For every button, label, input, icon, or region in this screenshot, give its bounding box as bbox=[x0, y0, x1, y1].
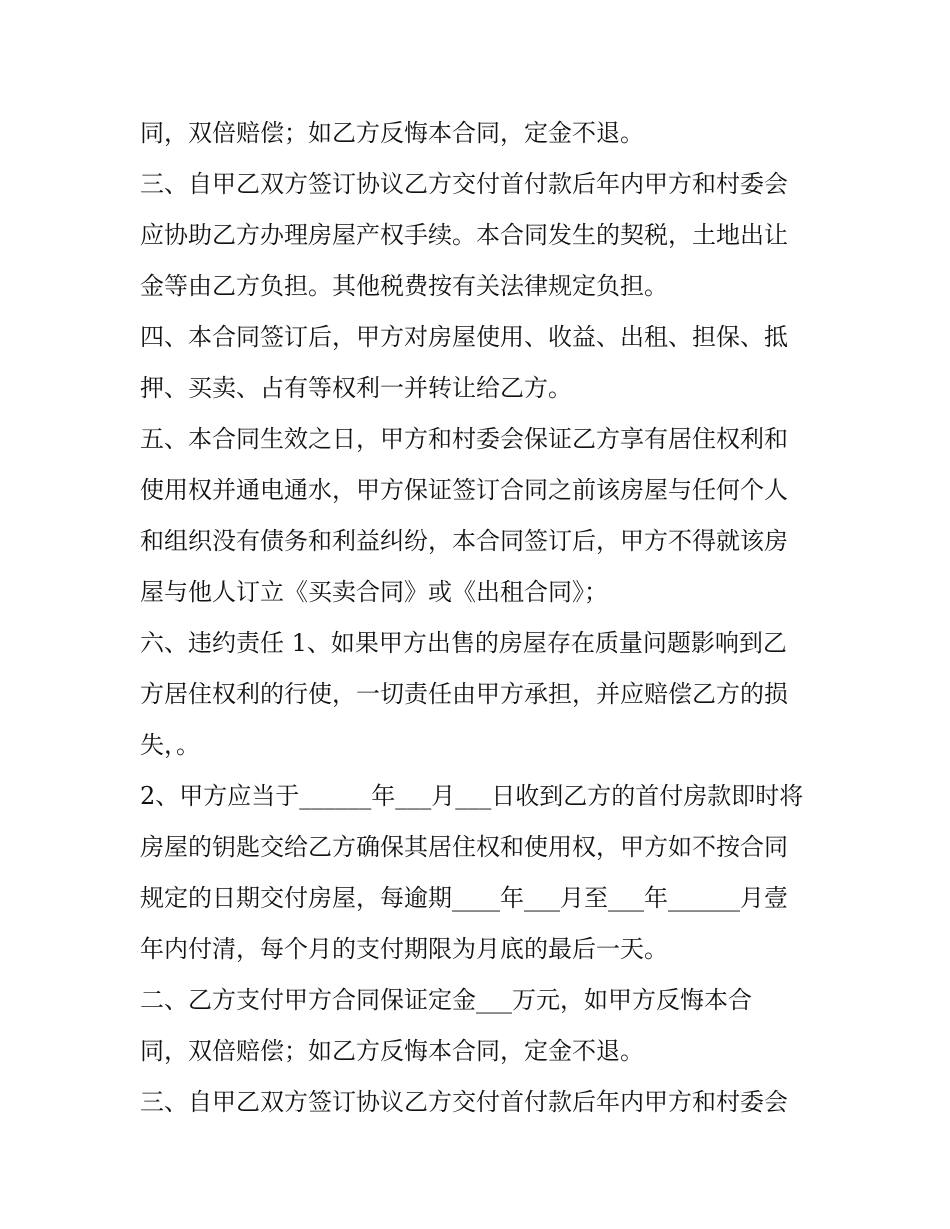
text-line: 同，双倍赔偿；如乙方反悔本合同，定金不退。 bbox=[140, 1037, 644, 1065]
text-line: 和组织没有债务和利益纠纷，本合同签订后，甲方不得就该房 bbox=[140, 527, 788, 555]
text-line: 失，。 bbox=[140, 731, 200, 759]
contract-text bbox=[140, 108, 820, 1128]
text-line: 使用权并通电通水，甲方保证签订合同之前该房屋与任何个人 bbox=[140, 476, 788, 504]
text-line: 六、违约责任 1、如果甲方出售的房屋存在质量问题影响到乙 bbox=[140, 629, 787, 657]
text-line: 应协助乙方办理房屋产权手续。本合同发生的契税，土地出让 bbox=[140, 221, 788, 249]
text-line: 同，双倍赔偿；如乙方反悔本合同，定金不退。 bbox=[140, 119, 644, 147]
text-line: 年内付清，每个月的支付期限为月底的最后一天。 bbox=[140, 935, 668, 963]
text-line: 押、买卖、占有等权利一并转让给乙方。 bbox=[140, 374, 572, 402]
text-line: 方居住权利的行使，一切责任由甲方承担，并应赔偿乙方的损 bbox=[140, 680, 788, 708]
text-line: 屋与他人订立《买卖合同》或《出租合同》； bbox=[140, 578, 608, 606]
text-line: 三、自甲乙双方签订协议乙方交付首付款后年内甲方和村委会 bbox=[140, 170, 788, 198]
text-line: 金等由乙方负担。其他税费按有关法律规定负担。 bbox=[140, 272, 668, 300]
text-line: 五、本合同生效之日，甲方和村委会保证乙方享有居住权利和 bbox=[140, 425, 788, 453]
text-line: 规定的日期交付房屋，每逾期____年___月至___年______月壹 bbox=[140, 884, 788, 912]
text-line: 二、乙方支付甲方合同保证定金___万元，如甲方反悔本合 bbox=[140, 986, 752, 1014]
text-line: 四、本合同签订后，甲方对房屋使用、收益、出租、担保、抵 bbox=[140, 323, 788, 351]
text-line: 2、甲方应当于______年___月___日收到乙方的首付房款即时将 bbox=[140, 782, 804, 810]
text-line: 房屋的钥匙交给乙方确保其居住权和使用权，甲方如不按合同 bbox=[140, 833, 788, 861]
text-line: 三、自甲乙双方签订协议乙方交付首付款后年内甲方和村委会 bbox=[140, 1088, 788, 1116]
